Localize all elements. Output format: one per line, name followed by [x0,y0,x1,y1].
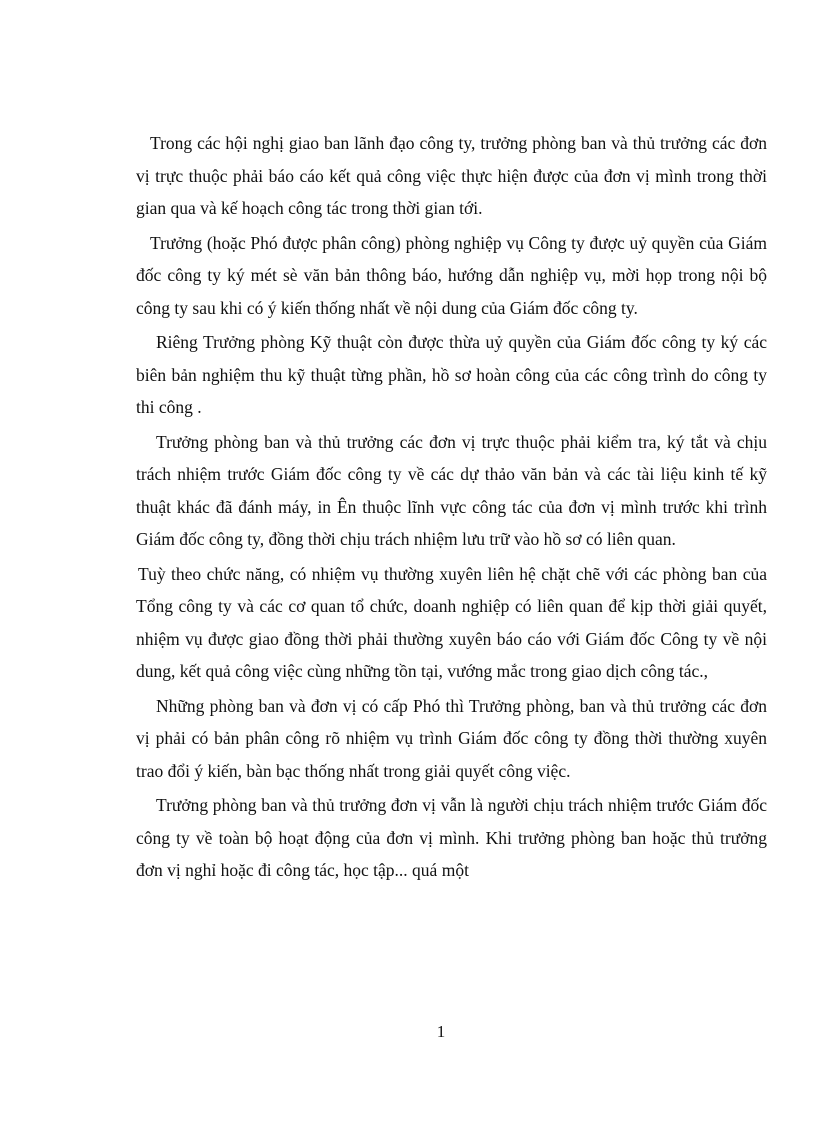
paragraph-2: Trưởng (hoặc Phó được phân công) phòng nghiệp vụ Công ty được uỷ quyền của Giám đốc công ty ký mét sè văn bản thông báo, hướng dẫn nghiệp vụ, mời họp trong nội bộ công ty sau khi có ý kiến thống nhất về nội dung của Giám đốc công ty. [136,232,767,318]
page-number: 1 [436,1022,446,1041]
paragraph-4: Trưởng phòng ban và thủ trưởng các đơn vị trực thuộc phải kiểm tra, ký tắt và chịu trách nhiệm trước Giám đốc công ty về các dự thảo văn bản và các tài liệu kinh tế kỹ thuật khác đã đánh máy, in Ên thuộc lĩnh vực công tác của đơn vị mình trước khi trình Giám đốc công ty, đồng thời chịu trách nhiệm lưu trữ vào hồ sơ có liên quan. [136,431,767,549]
paragraph-1: Trong các hội nghị giao ban lãnh đạo công ty, trưởng phòng ban và thủ trưởng các đơn vị trực thuộc phải báo cáo kết quả công việc thực hiện được của đơn vị mình trong thời gian qua và kế hoạch công tác trong thời gian tới. [136,133,767,218]
paragraph-3: Riêng Trưởng phòng Kỹ thuật còn được thừa uỷ quyền của Giám đốc công ty ký các biên bản nghiệm thu kỹ thuật từng phần, hồ sơ hoàn công của các công trình do công ty thi công . [136,332,767,417]
document-body [136,127,767,887]
paragraph-7: Trưởng phòng ban và thủ trưởng đơn vị vẫn là người chịu trách nhiệm trước Giám đốc công ty về toàn bộ hoạt động của đơn vị mình. Khi trưởng phòng ban hoặc thủ trưởng đơn vị nghỉ hoặc đi công tác, học tập... quá một [136,795,767,880]
paragraph-5: Tuỳ theo chức năng, có nhiệm vụ thường xuyên liên hệ chặt chẽ với các phòng ban của Tổng công ty và các cơ quan tổ chức, doanh nghiệp có liên quan để kịp thời giải quyết, nhiệm vụ được giao đồng thời phải thường xuyên báo cáo với Giám đốc Công ty về nội dung, kết quả công việc cùng những tồn tại, vướng mắc trong giao dịch công tác., [136,563,767,681]
paragraph-6: Những phòng ban và đơn vị có cấp Phó thì Trưởng phòng, ban và thủ trưởng các đơn vị phải có bản phân công rõ nhiệm vụ trình Giám đốc công ty đồng thời thường xuyên trao đổi ý kiến, bàn bạc thống nhất trong giải quyết công việc. [136,695,767,781]
